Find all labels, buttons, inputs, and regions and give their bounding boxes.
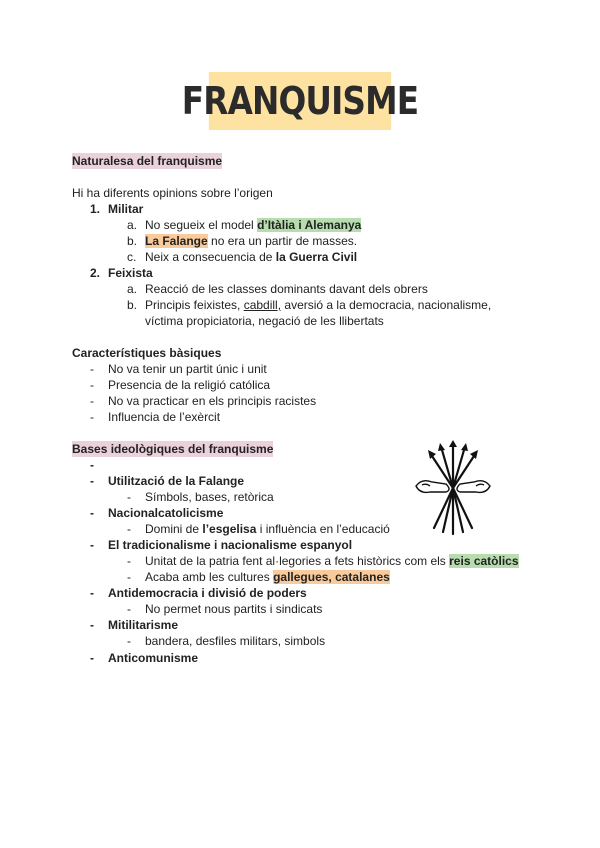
- list-item-antidemocracia: Antidemocracia i divisió de poders: [108, 586, 307, 600]
- list-item-tradicionalisme: El tradicionalisme i nacionalisme espanyol: [108, 538, 353, 552]
- bullet-dash: -: [90, 651, 94, 665]
- bullet-dash: -: [127, 634, 131, 648]
- bullet-dash: -: [127, 522, 131, 536]
- bullet-dash: -: [90, 538, 94, 552]
- list-letter: a.: [127, 218, 138, 232]
- list-item-text-continued: víctima propiciatoria, negació de les llibertats: [145, 314, 384, 328]
- list-letter: b.: [127, 234, 138, 248]
- list-item: No va tenir un partit únic i unit: [108, 362, 267, 376]
- sub-item: bandera, desfiles militars, simbols: [145, 634, 326, 648]
- bullet-dash: -: [90, 410, 94, 424]
- bullet-dash: -: [127, 554, 131, 568]
- yoke-and-arrows-icon: [412, 440, 494, 540]
- page-title: FRANQUISME: [209, 72, 391, 130]
- intro-text: Hi ha diferents opinions sobre l’origen: [72, 186, 273, 200]
- section-heading-caracteristiques: Característiques bàsiques: [72, 346, 222, 360]
- sub-item: Unitat de la patria fent al·legories a fets històrics com els reis catòlics: [145, 554, 519, 568]
- highlight-text: La Falange: [145, 234, 208, 248]
- list-item-militarisme: Mitilitarisme: [108, 618, 179, 632]
- bullet-dash: -: [127, 602, 131, 616]
- sub-item: Símbols, bases, retòrica: [145, 490, 274, 504]
- bullet-dash: -: [90, 458, 94, 472]
- bullet-dash: -: [90, 362, 94, 376]
- sub-item: Acaba amb les cultures gallegues, catalanes: [145, 570, 390, 584]
- sub-item: Domini de l’esgelisa i influència en l’educació: [145, 522, 390, 536]
- bullet-dash: -: [90, 394, 94, 408]
- list-item-feixista: Feixista: [108, 266, 153, 280]
- section-heading-naturalesa: Naturalesa del franquisme: [72, 154, 223, 168]
- list-item-militar: Militar: [108, 202, 144, 216]
- highlight-text: gallegues, catalanes: [273, 570, 390, 584]
- highlight-text: d’Itàlia i Alemanya: [257, 218, 362, 232]
- list-letter: c.: [127, 250, 137, 264]
- list-letter: a.: [127, 282, 138, 296]
- list-item-text: Reacció de les classes dominants davant dels obrers: [145, 282, 428, 296]
- list-item-nacionalcatolicisme: Nacionalcatolicisme: [108, 506, 224, 520]
- bullet-dash: -: [90, 474, 94, 488]
- highlight-text: reis catòlics: [449, 554, 519, 568]
- bullet-dash: -: [90, 586, 94, 600]
- bullet-dash: -: [90, 378, 94, 392]
- bullet-dash: -: [127, 570, 131, 584]
- list-item: No va practicar en els principis racistes: [108, 394, 317, 408]
- list-item-text: No segueix el model d’Itàlia i Alemanya: [145, 218, 362, 232]
- list-number: 1.: [90, 202, 101, 216]
- list-item-text: Neix a consecuencia de la Guerra Civil: [145, 250, 358, 264]
- list-item-text: Principis feixistes, cabdill, aversió a la democracia, nacionalisme,: [145, 298, 492, 312]
- list-item-falange: Utilització de la Falange: [108, 474, 245, 488]
- list-number: 2.: [90, 266, 101, 280]
- sub-item: No permet nous partits i sindicats: [145, 602, 323, 616]
- list-letter: b.: [127, 298, 138, 312]
- list-item: Influencia de l’exèrcit: [108, 410, 221, 424]
- list-item-text: La Falange no era un partir de masses.: [145, 234, 358, 248]
- section-heading-bases: Bases ideològiques del franquisme: [72, 442, 274, 456]
- bullet-dash: -: [90, 618, 94, 632]
- list-item: Presencia de la religió católica: [108, 378, 271, 392]
- list-item-anticomunisme: Anticomunisme: [108, 651, 199, 665]
- bullet-dash: -: [127, 490, 131, 504]
- bullet-dash: -: [90, 506, 94, 520]
